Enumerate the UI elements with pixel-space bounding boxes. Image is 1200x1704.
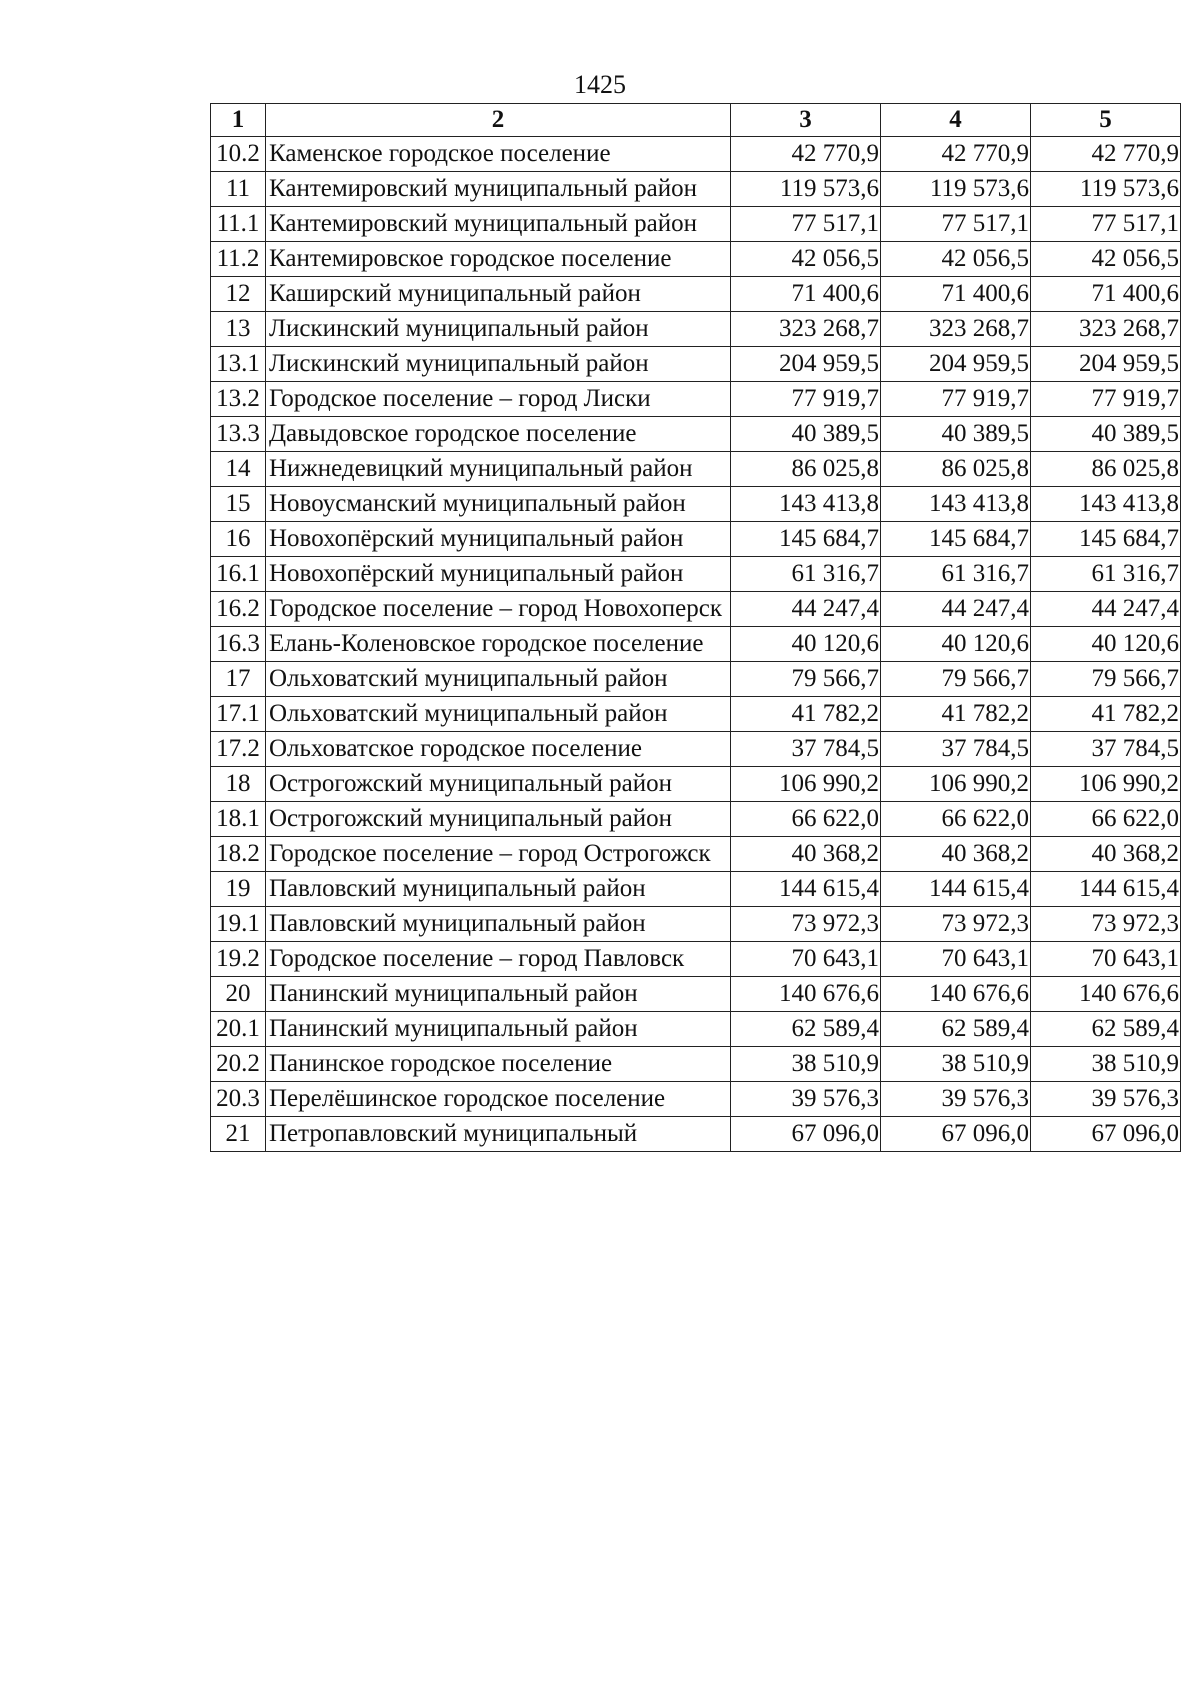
row-number-cell: 13.2 xyxy=(211,382,266,417)
table-row xyxy=(211,522,1181,557)
territory-name-cell: Новоусманский муниципальный район xyxy=(266,487,731,522)
value-col5-cell: 67 096,0 xyxy=(1031,1117,1181,1152)
column-header-3: 3 xyxy=(731,104,881,137)
value-col3-cell: 73 972,3 xyxy=(731,907,881,942)
value-col4-cell: 79 566,7 xyxy=(881,662,1031,697)
table-row xyxy=(211,837,1181,872)
row-number-cell: 18.2 xyxy=(211,837,266,872)
territory-name-cell: Ольховатский муниципальный район xyxy=(266,662,731,697)
territory-name-cell: Острогожский муниципальный район xyxy=(266,767,731,802)
value-col4-cell: 61 316,7 xyxy=(881,557,1031,592)
value-col4-cell: 67 096,0 xyxy=(881,1117,1031,1152)
value-col3-cell: 119 573,6 xyxy=(731,172,881,207)
table-row xyxy=(211,277,1181,312)
value-col4-cell: 62 589,4 xyxy=(881,1012,1031,1047)
value-col3-cell: 323 268,7 xyxy=(731,312,881,347)
value-col4-cell: 77 919,7 xyxy=(881,382,1031,417)
value-col4-cell: 119 573,6 xyxy=(881,172,1031,207)
row-number-cell: 16 xyxy=(211,522,266,557)
territory-name-cell: Городское поселение – город Лиски xyxy=(266,382,731,417)
table-row xyxy=(211,1082,1181,1117)
value-col5-cell: 86 025,8 xyxy=(1031,452,1181,487)
value-col3-cell: 66 622,0 xyxy=(731,802,881,837)
value-col5-cell: 37 784,5 xyxy=(1031,732,1181,767)
value-col3-cell: 61 316,7 xyxy=(731,557,881,592)
value-col5-cell: 61 316,7 xyxy=(1031,557,1181,592)
value-col5-cell: 73 972,3 xyxy=(1031,907,1181,942)
value-col3-cell: 77 919,7 xyxy=(731,382,881,417)
value-col4-cell: 71 400,6 xyxy=(881,277,1031,312)
row-number-cell: 19 xyxy=(211,872,266,907)
row-number-cell: 16.1 xyxy=(211,557,266,592)
page-number: 1425 xyxy=(574,70,626,99)
row-number-cell: 21 xyxy=(211,1117,266,1152)
territory-name-cell: Кантемировское городское поселение xyxy=(266,242,731,277)
row-number-cell: 17.2 xyxy=(211,732,266,767)
value-col3-cell: 42 056,5 xyxy=(731,242,881,277)
value-col4-cell: 144 615,4 xyxy=(881,872,1031,907)
value-col3-cell: 143 413,8 xyxy=(731,487,881,522)
value-col4-cell: 204 959,5 xyxy=(881,347,1031,382)
value-col5-cell: 79 566,7 xyxy=(1031,662,1181,697)
value-col5-cell: 39 576,3 xyxy=(1031,1082,1181,1117)
value-col4-cell: 40 368,2 xyxy=(881,837,1031,872)
table-row xyxy=(211,767,1181,802)
row-number-cell: 20.3 xyxy=(211,1082,266,1117)
table-header xyxy=(211,104,1181,137)
value-col3-cell: 140 676,6 xyxy=(731,977,881,1012)
territory-name-cell: Городское поселение – город Новохоперск xyxy=(266,592,731,627)
territory-name-cell: Панинское городское поселение xyxy=(266,1047,731,1082)
table-row xyxy=(211,1012,1181,1047)
territory-name-cell: Ольховатское городское поселение xyxy=(266,732,731,767)
value-col4-cell: 40 389,5 xyxy=(881,417,1031,452)
territory-name-cell: Павловский муниципальный район xyxy=(266,907,731,942)
table-row xyxy=(211,802,1181,837)
value-col4-cell: 140 676,6 xyxy=(881,977,1031,1012)
value-col5-cell: 204 959,5 xyxy=(1031,347,1181,382)
value-col5-cell: 323 268,7 xyxy=(1031,312,1181,347)
table-row xyxy=(211,662,1181,697)
table-row xyxy=(211,627,1181,662)
value-col4-cell: 73 972,3 xyxy=(881,907,1031,942)
row-number-cell: 18.1 xyxy=(211,802,266,837)
value-col4-cell: 143 413,8 xyxy=(881,487,1031,522)
value-col5-cell: 40 120,6 xyxy=(1031,627,1181,662)
value-col3-cell: 40 389,5 xyxy=(731,417,881,452)
table-row xyxy=(211,242,1181,277)
value-col5-cell: 106 990,2 xyxy=(1031,767,1181,802)
value-col4-cell: 38 510,9 xyxy=(881,1047,1031,1082)
table-row xyxy=(211,207,1181,242)
table-row xyxy=(211,452,1181,487)
territory-name-cell: Ольховатский муниципальный район xyxy=(266,697,731,732)
value-col4-cell: 86 025,8 xyxy=(881,452,1031,487)
value-col3-cell: 42 770,9 xyxy=(731,137,881,172)
value-col3-cell: 38 510,9 xyxy=(731,1047,881,1082)
value-col5-cell: 40 389,5 xyxy=(1031,417,1181,452)
row-number-cell: 11.2 xyxy=(211,242,266,277)
value-col5-cell: 119 573,6 xyxy=(1031,172,1181,207)
row-number-cell: 11.1 xyxy=(211,207,266,242)
row-number-cell: 17 xyxy=(211,662,266,697)
value-col4-cell: 41 782,2 xyxy=(881,697,1031,732)
row-number-cell: 19.1 xyxy=(211,907,266,942)
value-col3-cell: 144 615,4 xyxy=(731,872,881,907)
territory-name-cell: Каменское городское поселение xyxy=(266,137,731,172)
territory-name-cell: Городское поселение – город Острогожск xyxy=(266,837,731,872)
territory-name-cell: Лискинский муниципальный район xyxy=(266,312,731,347)
table-row xyxy=(211,347,1181,382)
row-number-cell: 18 xyxy=(211,767,266,802)
table-row xyxy=(211,977,1181,1012)
territory-name-cell: Кантемировский муниципальный район xyxy=(266,207,731,242)
value-col5-cell: 71 400,6 xyxy=(1031,277,1181,312)
value-col3-cell: 40 368,2 xyxy=(731,837,881,872)
value-col5-cell: 144 615,4 xyxy=(1031,872,1181,907)
row-number-cell: 15 xyxy=(211,487,266,522)
column-header-5: 5 xyxy=(1031,104,1181,137)
value-col5-cell: 145 684,7 xyxy=(1031,522,1181,557)
value-col4-cell: 70 643,1 xyxy=(881,942,1031,977)
table-row xyxy=(211,382,1181,417)
value-col4-cell: 40 120,6 xyxy=(881,627,1031,662)
row-number-cell: 19.2 xyxy=(211,942,266,977)
value-col4-cell: 145 684,7 xyxy=(881,522,1031,557)
table-row xyxy=(211,1047,1181,1082)
row-number-cell: 12 xyxy=(211,277,266,312)
table-row xyxy=(211,487,1181,522)
value-col4-cell: 44 247,4 xyxy=(881,592,1031,627)
value-col5-cell: 70 643,1 xyxy=(1031,942,1181,977)
value-col4-cell: 66 622,0 xyxy=(881,802,1031,837)
row-number-cell: 13.3 xyxy=(211,417,266,452)
territory-name-cell: Острогожский муниципальный район xyxy=(266,802,731,837)
table-row xyxy=(211,172,1181,207)
value-col4-cell: 42 056,5 xyxy=(881,242,1031,277)
data-table xyxy=(210,103,1181,1152)
value-col5-cell: 40 368,2 xyxy=(1031,837,1181,872)
value-col3-cell: 106 990,2 xyxy=(731,767,881,802)
row-number-cell: 11 xyxy=(211,172,266,207)
value-col5-cell: 42 056,5 xyxy=(1031,242,1181,277)
table-row xyxy=(211,417,1181,452)
value-col5-cell: 42 770,9 xyxy=(1031,137,1181,172)
territory-name-cell: Нижнедевицкий муниципальный район xyxy=(266,452,731,487)
value-col3-cell: 40 120,6 xyxy=(731,627,881,662)
table-row xyxy=(211,732,1181,767)
column-header-1: 1 xyxy=(211,104,266,137)
table-row xyxy=(211,697,1181,732)
value-col5-cell: 77 919,7 xyxy=(1031,382,1181,417)
value-col3-cell: 204 959,5 xyxy=(731,347,881,382)
value-col4-cell: 77 517,1 xyxy=(881,207,1031,242)
row-number-cell: 16.3 xyxy=(211,627,266,662)
value-col5-cell: 143 413,8 xyxy=(1031,487,1181,522)
value-col5-cell: 44 247,4 xyxy=(1031,592,1181,627)
value-col3-cell: 44 247,4 xyxy=(731,592,881,627)
table-body xyxy=(211,137,1181,1152)
value-col4-cell: 37 784,5 xyxy=(881,732,1031,767)
territory-name-cell: Новохопёрский муниципальный район xyxy=(266,557,731,592)
value-col5-cell: 41 782,2 xyxy=(1031,697,1181,732)
value-col4-cell: 323 268,7 xyxy=(881,312,1031,347)
row-number-cell: 10.2 xyxy=(211,137,266,172)
table-row xyxy=(211,557,1181,592)
row-number-cell: 16.2 xyxy=(211,592,266,627)
row-number-cell: 20.1 xyxy=(211,1012,266,1047)
territory-name-cell: Кантемировский муниципальный район xyxy=(266,172,731,207)
territory-name-cell: Панинский муниципальный район xyxy=(266,977,731,1012)
value-col3-cell: 79 566,7 xyxy=(731,662,881,697)
value-col3-cell: 77 517,1 xyxy=(731,207,881,242)
table-row xyxy=(211,137,1181,172)
value-col3-cell: 37 784,5 xyxy=(731,732,881,767)
column-header-4: 4 xyxy=(881,104,1031,137)
value-col3-cell: 70 643,1 xyxy=(731,942,881,977)
row-number-cell: 14 xyxy=(211,452,266,487)
territory-name-cell: Давыдовское городское поселение xyxy=(266,417,731,452)
value-col3-cell: 67 096,0 xyxy=(731,1117,881,1152)
value-col5-cell: 66 622,0 xyxy=(1031,802,1181,837)
value-col3-cell: 39 576,3 xyxy=(731,1082,881,1117)
territory-name-cell: Лискинский муниципальный район xyxy=(266,347,731,382)
column-header-2: 2 xyxy=(266,104,731,137)
value-col3-cell: 145 684,7 xyxy=(731,522,881,557)
territory-name-cell: Городское поселение – город Павловск xyxy=(266,942,731,977)
value-col3-cell: 86 025,8 xyxy=(731,452,881,487)
territory-name-cell: Каширский муниципальный район xyxy=(266,277,731,312)
row-number-cell: 17.1 xyxy=(211,697,266,732)
territory-name-cell: Елань-Коленовское городское поселение xyxy=(266,627,731,662)
value-col3-cell: 41 782,2 xyxy=(731,697,881,732)
table-row xyxy=(211,592,1181,627)
value-col5-cell: 77 517,1 xyxy=(1031,207,1181,242)
row-number-cell: 20 xyxy=(211,977,266,1012)
territory-name-cell: Новохопёрский муниципальный район xyxy=(266,522,731,557)
table-row xyxy=(211,312,1181,347)
row-number-cell: 20.2 xyxy=(211,1047,266,1082)
row-number-cell: 13 xyxy=(211,312,266,347)
table-row xyxy=(211,1117,1181,1152)
table-row xyxy=(211,907,1181,942)
table-row xyxy=(211,942,1181,977)
territory-name-cell: Перелёшинское городское поселение xyxy=(266,1082,731,1117)
value-col5-cell: 62 589,4 xyxy=(1031,1012,1181,1047)
value-col3-cell: 71 400,6 xyxy=(731,277,881,312)
value-col5-cell: 140 676,6 xyxy=(1031,977,1181,1012)
header-row xyxy=(211,104,1181,137)
value-col5-cell: 38 510,9 xyxy=(1031,1047,1181,1082)
territory-name-cell: Панинский муниципальный район xyxy=(266,1012,731,1047)
value-col4-cell: 106 990,2 xyxy=(881,767,1031,802)
value-col4-cell: 42 770,9 xyxy=(881,137,1031,172)
territory-name-cell: Павловский муниципальный район xyxy=(266,872,731,907)
row-number-cell: 13.1 xyxy=(211,347,266,382)
territory-name-cell: Петропавловский муниципальный xyxy=(266,1117,731,1152)
value-col4-cell: 39 576,3 xyxy=(881,1082,1031,1117)
value-col3-cell: 62 589,4 xyxy=(731,1012,881,1047)
table-row xyxy=(211,872,1181,907)
